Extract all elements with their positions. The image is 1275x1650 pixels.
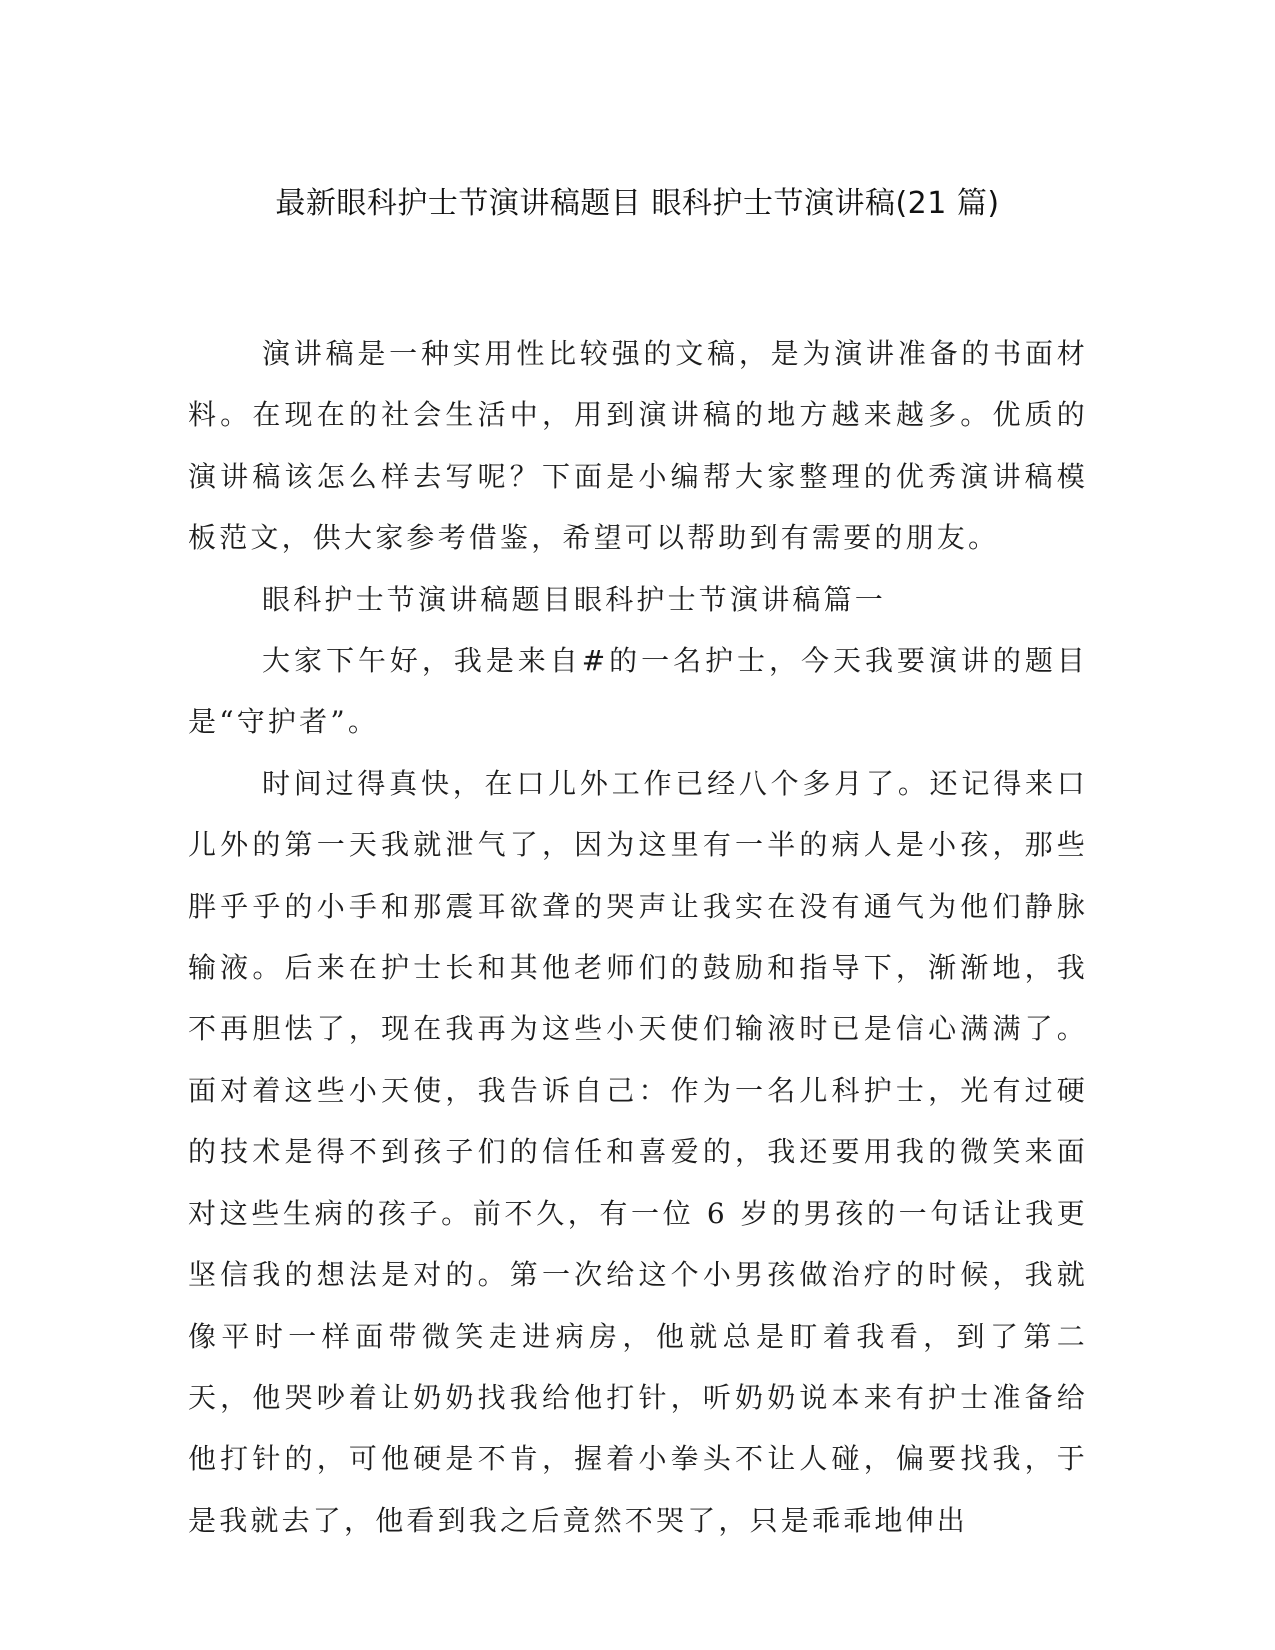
document-body	[188, 323, 1088, 1551]
intro-paragraph: 演讲稿是一种实用性比较强的文稿，是为演讲准备的书面材料。在现在的社会生活中，用到演讲稿的地方越来越多。优质的演讲稿该怎么样去写呢？下面是小编帮大家整理的优秀演讲稿模板范文，供大家参考借鉴，希望可以帮助到有需要的朋友。	[188, 337, 1088, 555]
greeting-paragraph: 大家下午好，我是来自#的一名护士，今天我要演讲的题目是“守护者”。	[188, 644, 1088, 739]
document-title: 最新眼科护士节演讲稿题目 眼科护士节演讲稿(21 篇)	[275, 186, 1000, 221]
story-paragraph: 时间过得真快，在口儿外工作已经八个多月了。还记得来口儿外的第一天我就泄气了，因为这里有一半的病人是小孩，那些胖乎乎的小手和那震耳欲聋的哭声让我实在没有通气为他们静脉输液。后来在护士长和其他老师们的鼓励和指导下，渐渐地，我不再胆怯了，现在我再为这些小天使们输液时已是信心满满了。面对着这些小天使，我告诉自己：作为一名儿科护士，光有过硬的技术是得不到孩子们的信任和喜爱的，我还要用我的微笑来面对这些生病的孩子。前不久，有一位 6 岁的男孩的一句话让我更坚信我的想法是对的。第一次给这个小男孩做治疗的时候，我就像平时一样面带微笑走进病房，他就总是盯着我看，到了第二天，他哭吵着让奶奶找我给他打针，听奶奶说本来有护士准备给他打针的，可他硬是不肯，握着小拳头不让人碰，偏要找我，于是我就去了，他看到我之后竟然不哭了，只是乖乖地伸出	[188, 766, 1088, 1537]
section-heading: 眼科护士节演讲稿题目眼科护士节演讲稿篇一	[262, 582, 887, 616]
